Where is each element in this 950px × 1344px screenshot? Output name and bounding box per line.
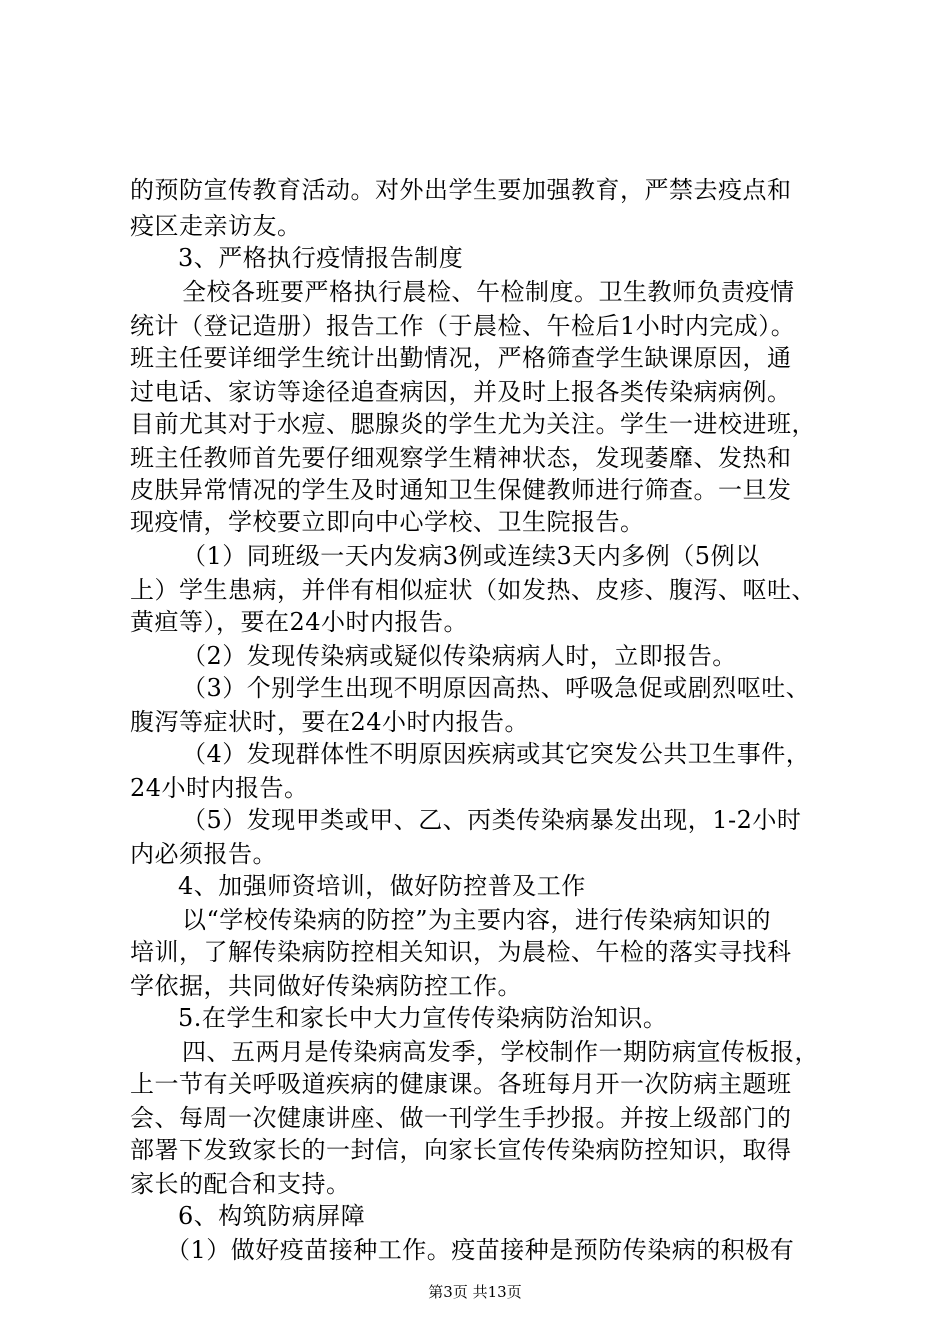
section-heading: 6、构筑防病屏障 [178, 1202, 366, 1230]
text-line: 班主任要详细学生统计出勤情况，严格筛查学生缺课原因，通 [130, 344, 792, 372]
list-item: （4）发现群体性不明原因疾病或其它突发公共卫生事件， [182, 740, 811, 768]
section-heading: 4、加强师资培训，做好防控普及工作 [178, 872, 586, 900]
list-item: （2）发现传染病或疑似传染病病人时，立即报告。 [182, 642, 737, 670]
list-item: （5）发现甲类或甲、乙、丙类传染病暴发出现，1-2小时 [182, 806, 802, 834]
text-line: 过电话、家访等途径追查病因，并及时上报各类传染病病例。 [130, 378, 792, 406]
text-line: 腹泻等症状时，要在24小时内报告。 [130, 708, 530, 736]
text-line: 疫区走亲访友。 [130, 212, 302, 240]
text-line: 班主任教师首先要仔细观察学生精神状态，发现萎靡、发热和 [130, 444, 792, 472]
section-heading: 3、严格执行疫情报告制度 [178, 244, 464, 272]
text-line: 学依据，共同做好传染病防控工作。 [130, 972, 522, 1000]
text-line: 四、五两月是传染病高发季，学校制作一期防病宣传板报， [182, 1038, 819, 1066]
text-line: 上）学生患病，并伴有相似症状（如发热、皮疹、腹泻、呕吐、 [130, 576, 816, 604]
text-line: 家长的配合和支持。 [130, 1170, 351, 1198]
text-line: 目前尤其对于水痘、腮腺炎的学生尤为关注。学生一进校进班， [130, 410, 816, 438]
text-line: 培训，了解传染病防控相关知识，为晨检、午检的落实寻找科 [130, 938, 792, 966]
text-line: 皮肤异常情况的学生及时通知卫生保健教师进行筛查。一旦发 [130, 476, 792, 504]
text-line: 的预防宣传教育活动。对外出学生要加强教育，严禁去疫点和 [130, 176, 792, 204]
text-line: 24小时内报告。 [130, 774, 309, 802]
list-item: （1）做好疫苗接种工作。疫苗接种是预防传染病的积极有 [166, 1236, 795, 1264]
page-number-footer: 第3页 共13页 [428, 1283, 522, 1301]
text-line: 会、每周一次健康讲座、做一刊学生手抄报。并按上级部门的 [130, 1104, 792, 1132]
list-item: （3）个别学生出现不明原因高热、呼吸急促或剧烈呕吐、 [182, 674, 811, 702]
text-line: 部署下发致家长的一封信，向家长宣传传染病防控知识，取得 [130, 1136, 792, 1164]
text-line: 全校各班要严格执行晨检、午检制度。卫生教师负责疫情 [182, 278, 795, 306]
text-line: 黄疸等），要在24小时内报告。 [130, 608, 469, 636]
text-line: 统计（登记造册）报告工作（于晨检、午检后1小时内完成）。 [130, 312, 796, 340]
text-line: 上一节有关呼吸道疾病的健康课。各班每月开一次防病主题班 [130, 1070, 792, 1098]
text-line: 以“学校传染病的防控”为主要内容，进行传染病知识的 [182, 906, 772, 934]
list-item: （1）同班级一天内发病3例或连续3天内多例（5例以 [182, 542, 760, 570]
text-line: 现疫情，学校要立即向中心学校、卫生院报告。 [130, 508, 645, 536]
section-heading: 5.在学生和家长中大力宣传传染病防治知识。 [178, 1004, 668, 1032]
text-line: 内必须报告。 [130, 840, 277, 868]
